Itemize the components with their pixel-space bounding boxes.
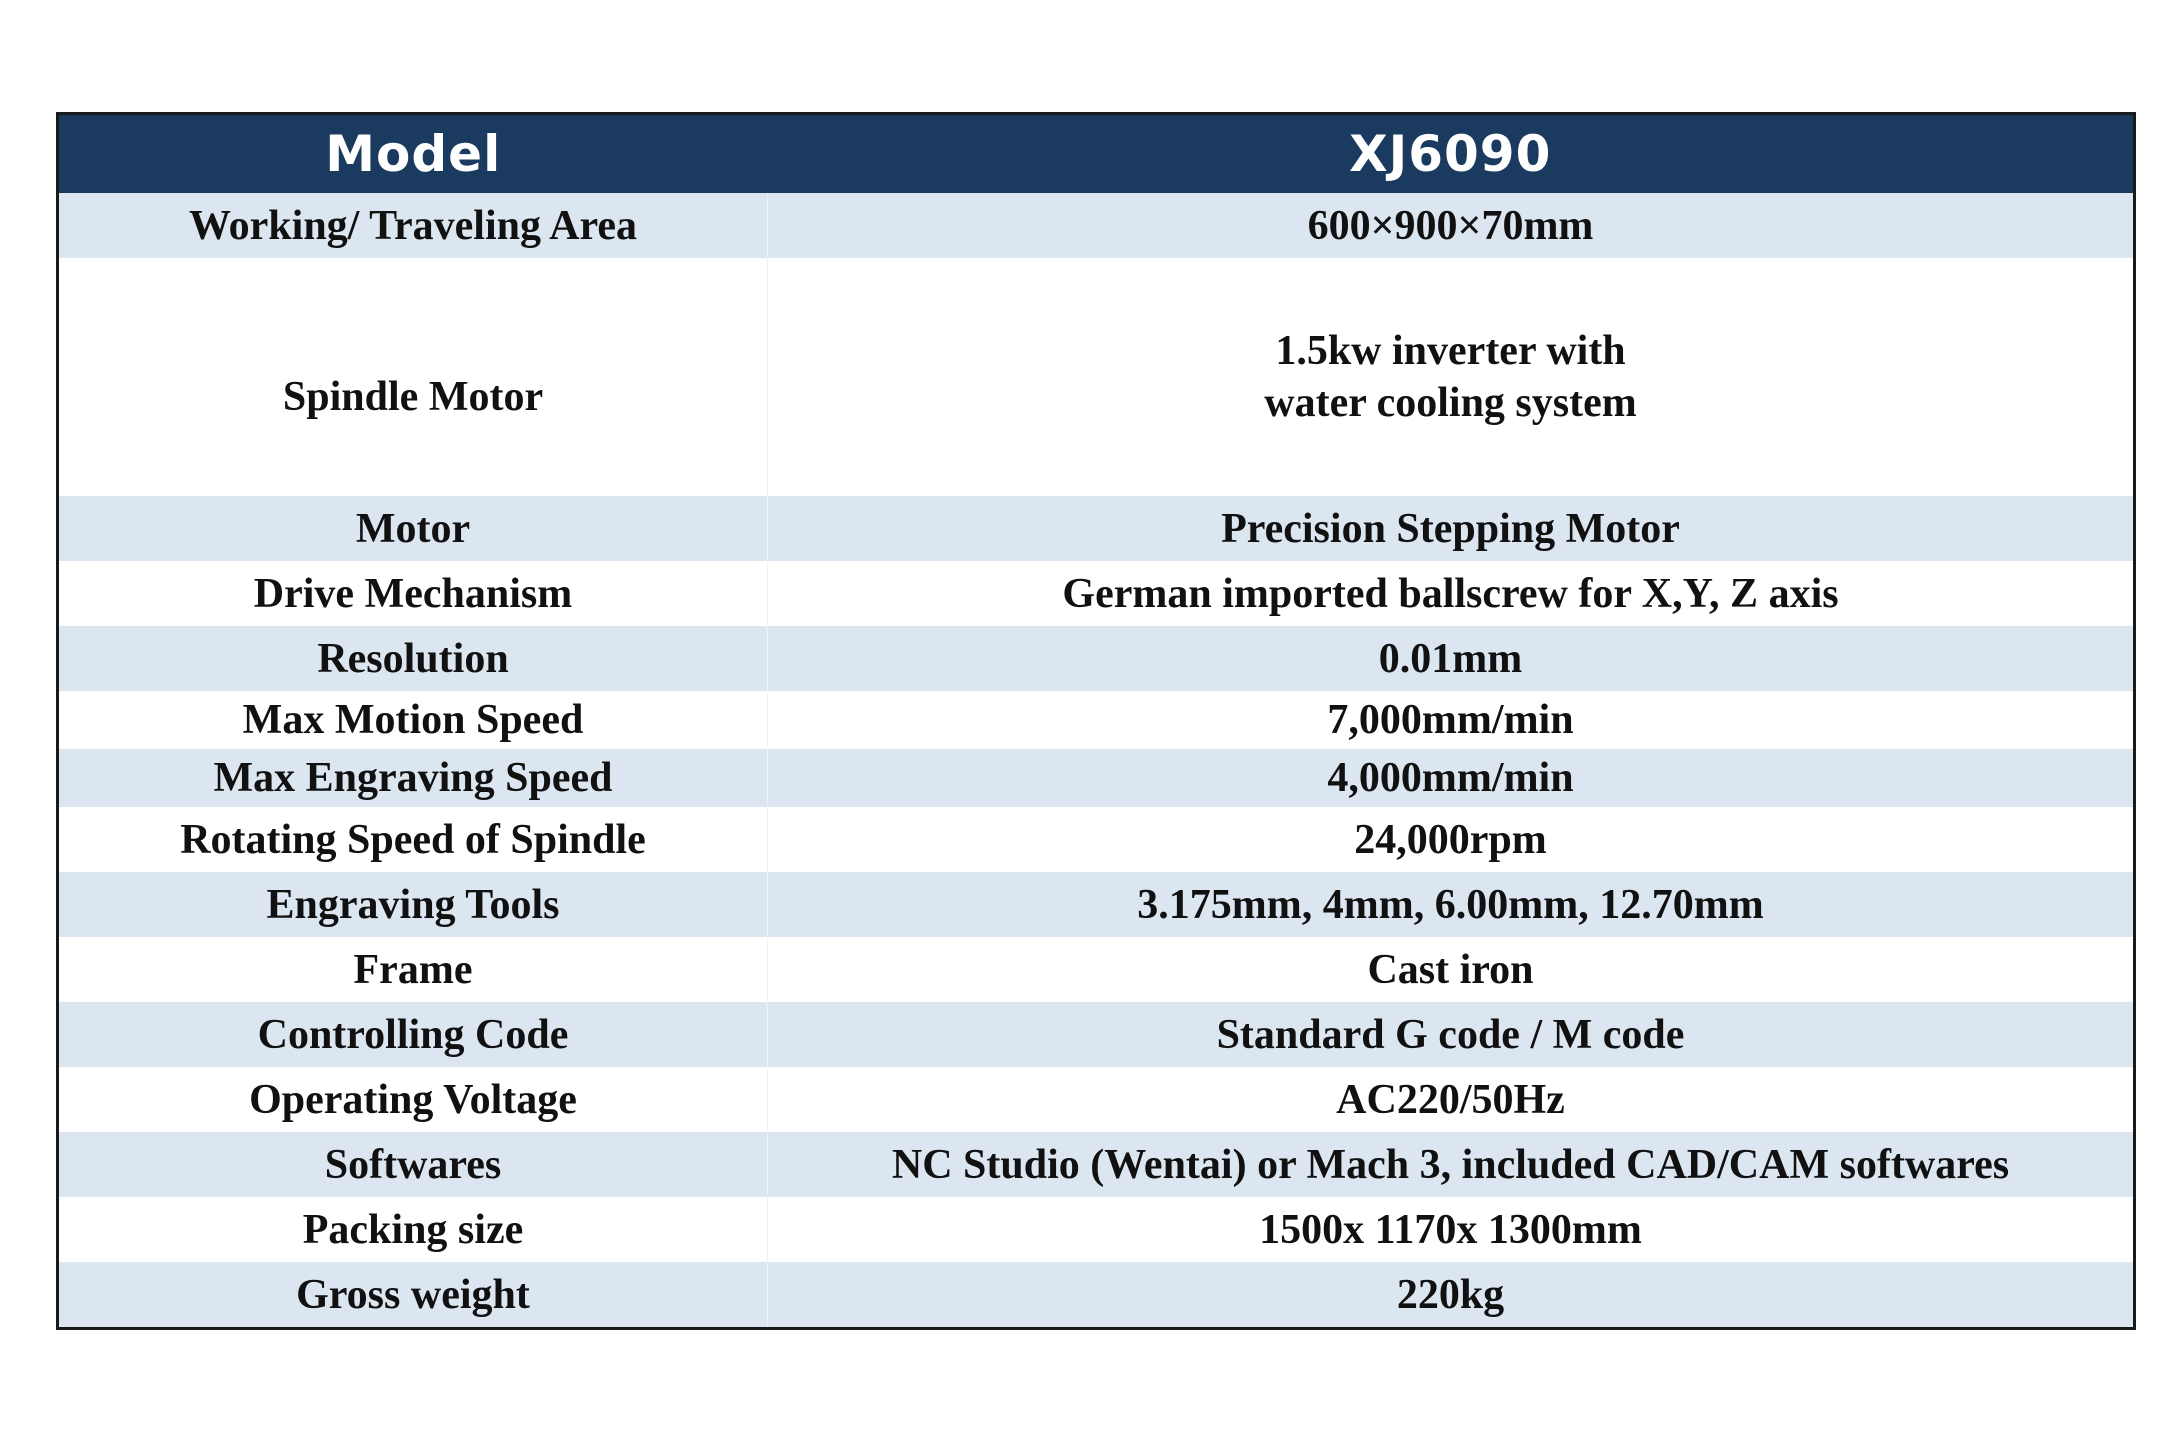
row-label: Drive Mechanism bbox=[58, 561, 768, 626]
row-value: 3.175mm, 4mm, 6.00mm, 12.70mm bbox=[768, 872, 2135, 937]
row-value bbox=[768, 258, 2135, 496]
row-value: 24,000rpm bbox=[768, 807, 2135, 872]
table-row bbox=[58, 1197, 2135, 1262]
row-label: Packing size bbox=[58, 1197, 768, 1262]
row-label: Rotating Speed of Spindle bbox=[58, 807, 768, 872]
table-row bbox=[58, 258, 2135, 496]
header-label: Model bbox=[58, 114, 768, 194]
table-row bbox=[58, 691, 2135, 749]
table-row bbox=[58, 937, 2135, 1002]
row-value-line: 1.5kw inverter with bbox=[1275, 328, 1626, 374]
table-row bbox=[58, 749, 2135, 807]
row-label: Engraving Tools bbox=[58, 872, 768, 937]
header-model-value: XJ6090 bbox=[768, 114, 2135, 194]
table-row bbox=[58, 561, 2135, 626]
table-row bbox=[58, 626, 2135, 691]
table-row bbox=[58, 1262, 2135, 1329]
row-value: 7,000mm/min bbox=[768, 691, 2135, 749]
row-label: Controlling Code bbox=[58, 1002, 768, 1067]
row-label: Frame bbox=[58, 937, 768, 1002]
table-row bbox=[58, 496, 2135, 561]
row-value: AC220/50Hz bbox=[768, 1067, 2135, 1132]
row-value: Standard G code / M code bbox=[768, 1002, 2135, 1067]
row-value: German imported ballscrew for X,Y, Z axis bbox=[768, 561, 2135, 626]
row-label: Resolution bbox=[58, 626, 768, 691]
row-value-line: water cooling system bbox=[1264, 380, 1637, 426]
row-label: Gross weight bbox=[58, 1262, 768, 1329]
table-row bbox=[58, 1132, 2135, 1197]
table-row bbox=[58, 1002, 2135, 1067]
row-label: Max Motion Speed bbox=[58, 691, 768, 749]
row-value: 600×900×70mm bbox=[768, 193, 2135, 258]
spec-table-header bbox=[58, 114, 2135, 194]
spec-table bbox=[56, 112, 2136, 1330]
row-label: Motor bbox=[58, 496, 768, 561]
header-row bbox=[58, 114, 2135, 194]
table-row bbox=[58, 872, 2135, 937]
table-row bbox=[58, 193, 2135, 258]
row-value: Cast iron bbox=[768, 937, 2135, 1002]
spec-table-body bbox=[58, 193, 2135, 1329]
row-value: Precision Stepping Motor bbox=[768, 496, 2135, 561]
row-value: 4,000mm/min bbox=[768, 749, 2135, 807]
row-label: Operating Voltage bbox=[58, 1067, 768, 1132]
row-value: 0.01mm bbox=[768, 626, 2135, 691]
row-value: NC Studio (Wentai) or Mach 3, included CAD/CAM softwares bbox=[768, 1132, 2135, 1197]
row-label: Spindle Motor bbox=[58, 258, 768, 496]
table-row bbox=[58, 807, 2135, 872]
table-row bbox=[58, 1067, 2135, 1132]
row-value: 220kg bbox=[768, 1262, 2135, 1329]
row-label: Working/ Traveling Area bbox=[58, 193, 768, 258]
row-label: Max Engraving Speed bbox=[58, 749, 768, 807]
row-label: Softwares bbox=[58, 1132, 768, 1197]
row-value: 1500x 1170x 1300mm bbox=[768, 1197, 2135, 1262]
